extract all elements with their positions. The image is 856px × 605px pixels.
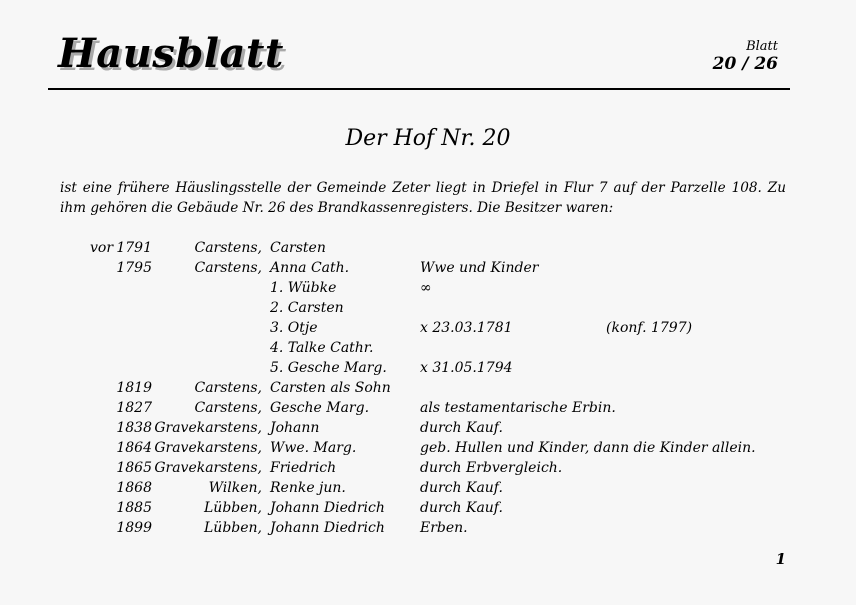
owner-given: 2. Carsten: [270, 300, 344, 316]
owner-surname: Carstens,: [194, 400, 262, 416]
owner-surname: Gravekarstens,: [154, 420, 262, 436]
owner-surname: Lübben,: [204, 500, 262, 516]
owner-row: [0, 478, 856, 498]
owner-row: [0, 438, 856, 458]
owner-given: Johann Diedrich: [270, 520, 385, 536]
owner-surname: Carstens,: [194, 240, 262, 256]
owner-row: [0, 498, 856, 518]
owner-given: Carsten als Sohn: [270, 380, 391, 396]
owner-surname: Carstens,: [194, 380, 262, 396]
owner-row: [0, 238, 856, 258]
owner-year: 1899: [116, 520, 152, 536]
owner-surname: Lübben,: [204, 520, 262, 536]
owner-surname: Gravekarstens,: [154, 440, 262, 456]
owner-year: 1865: [116, 460, 152, 476]
header-rule: [48, 88, 790, 90]
owner-note: x 31.05.1794: [420, 360, 513, 376]
owner-pre: vor: [90, 240, 114, 256]
sheet-label: Blatt: [746, 39, 778, 54]
owner-row: [0, 418, 856, 438]
owner-year: 1864: [116, 440, 152, 456]
owner-row: [0, 318, 856, 338]
owner-given: Wwe. Marg.: [270, 440, 357, 456]
farm-title: Der Hof Nr. 20: [345, 126, 511, 151]
owner-row: [0, 258, 856, 278]
owner-year: 1791: [116, 240, 152, 256]
owner-given: 4. Talke Cathr.: [270, 340, 374, 356]
owner-given: Johann: [270, 420, 320, 436]
owner-row: [0, 518, 856, 538]
owner-given: 3. Otje: [270, 320, 318, 336]
owner-note: durch Erbvergleich.: [420, 460, 563, 476]
owner-given: Carsten: [270, 240, 326, 256]
owner-given: Friedrich: [270, 460, 337, 476]
owner-note: geb. Hullen und Kinder, dann die Kinder allein.: [420, 440, 756, 456]
owner-note: Erben.: [420, 520, 468, 536]
owner-given: Anna Cath.: [270, 260, 350, 276]
owner-year: 1827: [116, 400, 152, 416]
page-number: 1: [775, 550, 786, 568]
owner-row: [0, 458, 856, 478]
owner-extra: (konf. 1797): [606, 320, 693, 336]
owner-row: [0, 298, 856, 318]
owner-given: Renke jun.: [270, 480, 346, 496]
owner-surname: Carstens,: [194, 260, 262, 276]
owner-note: ∞: [420, 280, 432, 296]
intro-paragraph: ist eine frühere Häuslingsstelle der Gemeinde Zeter liegt in Driefel in Flur 7 auf der Parzelle 108. Zu ihm gehören die Gebäude Nr. 26 des Brandkassenregisters. Die Besitzer waren:: [60, 180, 786, 216]
owner-surname: Wilken,: [208, 480, 262, 496]
owner-row: [0, 278, 856, 298]
owner-note: als testamentarische Erbin.: [420, 400, 616, 416]
owner-row: [0, 378, 856, 398]
owner-given: 1. Wübke: [270, 280, 337, 296]
owner-note: durch Kauf.: [420, 500, 503, 516]
owner-year: 1819: [116, 380, 152, 396]
owner-year: 1838: [116, 420, 152, 436]
owner-note: durch Kauf.: [420, 420, 503, 436]
owner-note: Wwe und Kinder: [420, 260, 539, 276]
owner-note: durch Kauf.: [420, 480, 503, 496]
sheet-indicator: [713, 40, 778, 74]
owner-row: [0, 398, 856, 418]
owner-note: x 23.03.1781: [420, 320, 513, 336]
sheet-number: 20 / 26: [712, 53, 778, 74]
owner-given: 5. Gesche Marg.: [270, 360, 387, 376]
owner-row: [0, 358, 856, 378]
page-title: Hausblatt: [58, 30, 284, 77]
owner-surname: Gravekarstens,: [154, 460, 262, 476]
owner-given: Gesche Marg.: [270, 400, 370, 416]
owner-row: [0, 338, 856, 358]
owner-year: 1795: [116, 260, 152, 276]
owner-given: Johann Diedrich: [270, 500, 385, 516]
owner-year: 1885: [116, 500, 152, 516]
owner-year: 1868: [116, 480, 152, 496]
